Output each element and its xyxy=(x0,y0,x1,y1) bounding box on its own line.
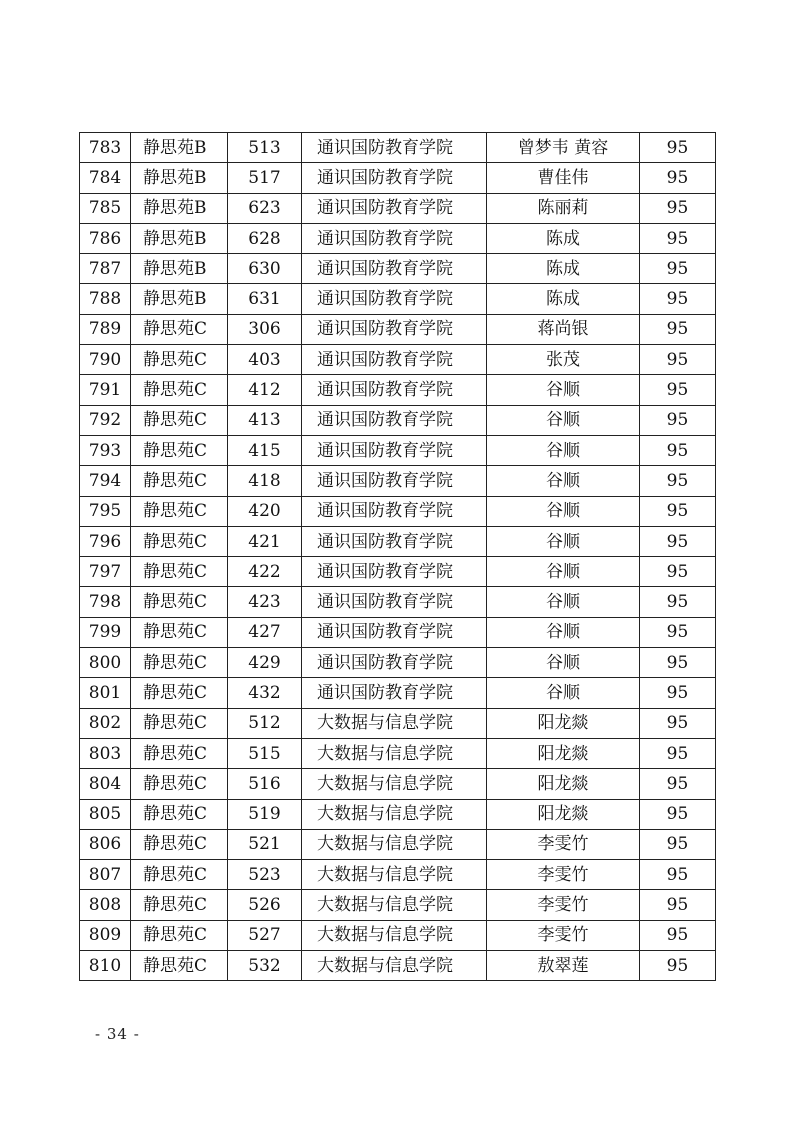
building-cell: 静思苑C xyxy=(131,405,228,435)
room-number-cell: 423 xyxy=(228,587,302,617)
room-number-cell: 527 xyxy=(228,920,302,950)
row-number-cell: 789 xyxy=(80,314,131,344)
room-number-cell: 526 xyxy=(228,890,302,920)
room-number-cell: 429 xyxy=(228,648,302,678)
building-cell: 静思苑C xyxy=(131,557,228,587)
row-number-cell: 784 xyxy=(80,163,131,193)
person-cell: 李雯竹 xyxy=(487,829,640,859)
building-cell: 静思苑C xyxy=(131,920,228,950)
building-cell: 静思苑C xyxy=(131,951,228,981)
row-number-cell: 805 xyxy=(80,799,131,829)
person-cell: 谷顺 xyxy=(487,496,640,526)
row-number-cell: 783 xyxy=(80,133,131,163)
score-cell: 95 xyxy=(640,829,716,859)
row-number-cell: 803 xyxy=(80,738,131,768)
building-cell: 静思苑C xyxy=(131,526,228,556)
person-cell: 谷顺 xyxy=(487,526,640,556)
person-cell: 阳龙燚 xyxy=(487,799,640,829)
score-cell: 95 xyxy=(640,345,716,375)
person-cell: 阳龙燚 xyxy=(487,708,640,738)
room-number-cell: 427 xyxy=(228,617,302,647)
person-cell: 曾梦韦 黄容 xyxy=(487,133,640,163)
score-cell: 95 xyxy=(640,405,716,435)
college-cell: 通识国防教育学院 xyxy=(302,375,487,405)
table-row xyxy=(80,587,716,617)
room-number-cell: 412 xyxy=(228,375,302,405)
row-number-cell: 802 xyxy=(80,708,131,738)
table-row xyxy=(80,890,716,920)
building-cell: 静思苑C xyxy=(131,890,228,920)
college-cell: 大数据与信息学院 xyxy=(302,829,487,859)
college-cell: 通识国防教育学院 xyxy=(302,617,487,647)
score-cell: 95 xyxy=(640,496,716,526)
row-number-cell: 809 xyxy=(80,920,131,950)
college-cell: 大数据与信息学院 xyxy=(302,799,487,829)
room-number-cell: 418 xyxy=(228,466,302,496)
room-number-cell: 517 xyxy=(228,163,302,193)
college-cell: 通识国防教育学院 xyxy=(302,496,487,526)
person-cell: 谷顺 xyxy=(487,435,640,465)
college-cell: 通识国防教育学院 xyxy=(302,526,487,556)
room-number-cell: 403 xyxy=(228,345,302,375)
college-cell: 通识国防教育学院 xyxy=(302,284,487,314)
college-cell: 大数据与信息学院 xyxy=(302,860,487,890)
building-cell: 静思苑C xyxy=(131,708,228,738)
college-cell: 通识国防教育学院 xyxy=(302,678,487,708)
table-row xyxy=(80,284,716,314)
table-row xyxy=(80,769,716,799)
person-cell: 谷顺 xyxy=(487,678,640,708)
college-cell: 通识国防教育学院 xyxy=(302,648,487,678)
person-cell: 谷顺 xyxy=(487,587,640,617)
row-number-cell: 795 xyxy=(80,496,131,526)
table-row xyxy=(80,345,716,375)
row-number-cell: 808 xyxy=(80,890,131,920)
row-number-cell: 804 xyxy=(80,769,131,799)
college-cell: 通识国防教育学院 xyxy=(302,223,487,253)
row-number-cell: 807 xyxy=(80,860,131,890)
building-cell: 静思苑C xyxy=(131,435,228,465)
table-row xyxy=(80,557,716,587)
score-cell: 95 xyxy=(640,163,716,193)
table-row xyxy=(80,163,716,193)
room-number-cell: 523 xyxy=(228,860,302,890)
building-cell: 静思苑C xyxy=(131,738,228,768)
table-row xyxy=(80,678,716,708)
score-cell: 95 xyxy=(640,466,716,496)
row-number-cell: 786 xyxy=(80,223,131,253)
table-row xyxy=(80,526,716,556)
building-cell: 静思苑C xyxy=(131,345,228,375)
room-number-cell: 532 xyxy=(228,951,302,981)
college-cell: 通识国防教育学院 xyxy=(302,435,487,465)
person-cell: 谷顺 xyxy=(487,617,640,647)
row-number-cell: 799 xyxy=(80,617,131,647)
room-number-cell: 420 xyxy=(228,496,302,526)
table-row xyxy=(80,375,716,405)
score-cell: 95 xyxy=(640,708,716,738)
row-number-cell: 790 xyxy=(80,345,131,375)
score-cell: 95 xyxy=(640,375,716,405)
building-cell: 静思苑B xyxy=(131,193,228,223)
person-cell: 陈丽莉 xyxy=(487,193,640,223)
table-row xyxy=(80,435,716,465)
person-cell: 蒋尚银 xyxy=(487,314,640,344)
table-row xyxy=(80,799,716,829)
room-number-cell: 413 xyxy=(228,405,302,435)
room-number-cell: 628 xyxy=(228,223,302,253)
college-cell: 大数据与信息学院 xyxy=(302,920,487,950)
score-cell: 95 xyxy=(640,314,716,344)
college-cell: 通识国防教育学院 xyxy=(302,405,487,435)
room-number-cell: 630 xyxy=(228,254,302,284)
person-cell: 张茂 xyxy=(487,345,640,375)
building-cell: 静思苑C xyxy=(131,799,228,829)
score-cell: 95 xyxy=(640,587,716,617)
table-row xyxy=(80,405,716,435)
person-cell: 谷顺 xyxy=(487,557,640,587)
row-number-cell: 798 xyxy=(80,587,131,617)
college-cell: 大数据与信息学院 xyxy=(302,951,487,981)
score-cell: 95 xyxy=(640,133,716,163)
page-number: - 34 - xyxy=(95,1025,140,1043)
person-cell: 敖翠莲 xyxy=(487,951,640,981)
table-row xyxy=(80,738,716,768)
score-cell: 95 xyxy=(640,254,716,284)
person-cell: 李雯竹 xyxy=(487,890,640,920)
table-row xyxy=(80,708,716,738)
college-cell: 通识国防教育学院 xyxy=(302,133,487,163)
room-number-cell: 422 xyxy=(228,557,302,587)
row-number-cell: 793 xyxy=(80,435,131,465)
room-number-cell: 512 xyxy=(228,708,302,738)
building-cell: 静思苑C xyxy=(131,375,228,405)
row-number-cell: 806 xyxy=(80,829,131,859)
person-cell: 曹佳伟 xyxy=(487,163,640,193)
college-cell: 通识国防教育学院 xyxy=(302,163,487,193)
score-cell: 95 xyxy=(640,284,716,314)
row-number-cell: 810 xyxy=(80,951,131,981)
building-cell: 静思苑B xyxy=(131,163,228,193)
college-cell: 通识国防教育学院 xyxy=(302,345,487,375)
score-cell: 95 xyxy=(640,860,716,890)
college-cell: 通识国防教育学院 xyxy=(302,254,487,284)
room-number-cell: 623 xyxy=(228,193,302,223)
table-row xyxy=(80,617,716,647)
room-number-cell: 415 xyxy=(228,435,302,465)
college-cell: 通识国防教育学院 xyxy=(302,557,487,587)
college-cell: 大数据与信息学院 xyxy=(302,890,487,920)
table-row xyxy=(80,314,716,344)
row-number-cell: 797 xyxy=(80,557,131,587)
person-cell: 陈成 xyxy=(487,284,640,314)
building-cell: 静思苑B xyxy=(131,284,228,314)
room-number-cell: 516 xyxy=(228,769,302,799)
person-cell: 李雯竹 xyxy=(487,860,640,890)
table-row xyxy=(80,496,716,526)
college-cell: 通识国防教育学院 xyxy=(302,314,487,344)
building-cell: 静思苑C xyxy=(131,769,228,799)
person-cell: 谷顺 xyxy=(487,648,640,678)
room-number-cell: 432 xyxy=(228,678,302,708)
room-number-cell: 306 xyxy=(228,314,302,344)
table-row xyxy=(80,223,716,253)
row-number-cell: 787 xyxy=(80,254,131,284)
college-cell: 大数据与信息学院 xyxy=(302,769,487,799)
person-cell: 阳龙燚 xyxy=(487,769,640,799)
room-number-cell: 421 xyxy=(228,526,302,556)
room-number-cell: 519 xyxy=(228,799,302,829)
building-cell: 静思苑B xyxy=(131,223,228,253)
row-number-cell: 788 xyxy=(80,284,131,314)
person-cell: 陈成 xyxy=(487,223,640,253)
table-row xyxy=(80,951,716,981)
score-cell: 95 xyxy=(640,223,716,253)
building-cell: 静思苑C xyxy=(131,678,228,708)
score-cell: 95 xyxy=(640,920,716,950)
building-cell: 静思苑C xyxy=(131,648,228,678)
building-cell: 静思苑B xyxy=(131,133,228,163)
college-cell: 通识国防教育学院 xyxy=(302,466,487,496)
score-cell: 95 xyxy=(640,193,716,223)
person-cell: 陈成 xyxy=(487,254,640,284)
table-row xyxy=(80,829,716,859)
table-row xyxy=(80,193,716,223)
building-cell: 静思苑C xyxy=(131,587,228,617)
college-cell: 通识国防教育学院 xyxy=(302,587,487,617)
room-number-cell: 631 xyxy=(228,284,302,314)
building-cell: 静思苑C xyxy=(131,617,228,647)
score-cell: 95 xyxy=(640,617,716,647)
building-cell: 静思苑B xyxy=(131,254,228,284)
person-cell: 李雯竹 xyxy=(487,920,640,950)
score-cell: 95 xyxy=(640,648,716,678)
table-row xyxy=(80,133,716,163)
person-cell: 谷顺 xyxy=(487,375,640,405)
person-cell: 谷顺 xyxy=(487,466,640,496)
table-row xyxy=(80,466,716,496)
room-number-cell: 515 xyxy=(228,738,302,768)
score-cell: 95 xyxy=(640,799,716,829)
score-cell: 95 xyxy=(640,435,716,465)
room-number-cell: 521 xyxy=(228,829,302,859)
table-body xyxy=(80,133,716,981)
person-cell: 阳龙燚 xyxy=(487,738,640,768)
score-cell: 95 xyxy=(640,951,716,981)
building-cell: 静思苑C xyxy=(131,466,228,496)
dormitory-score-table xyxy=(79,132,716,981)
building-cell: 静思苑C xyxy=(131,314,228,344)
college-cell: 通识国防教育学院 xyxy=(302,193,487,223)
score-cell: 95 xyxy=(640,738,716,768)
building-cell: 静思苑C xyxy=(131,860,228,890)
table-row xyxy=(80,648,716,678)
college-cell: 大数据与信息学院 xyxy=(302,708,487,738)
score-cell: 95 xyxy=(640,526,716,556)
room-number-cell: 513 xyxy=(228,133,302,163)
row-number-cell: 801 xyxy=(80,678,131,708)
person-cell: 谷顺 xyxy=(487,405,640,435)
table-row xyxy=(80,860,716,890)
score-cell: 95 xyxy=(640,557,716,587)
table-row xyxy=(80,920,716,950)
score-cell: 95 xyxy=(640,678,716,708)
row-number-cell: 792 xyxy=(80,405,131,435)
score-cell: 95 xyxy=(640,769,716,799)
row-number-cell: 791 xyxy=(80,375,131,405)
college-cell: 大数据与信息学院 xyxy=(302,738,487,768)
score-cell: 95 xyxy=(640,890,716,920)
row-number-cell: 796 xyxy=(80,526,131,556)
row-number-cell: 800 xyxy=(80,648,131,678)
building-cell: 静思苑C xyxy=(131,829,228,859)
table-row xyxy=(80,254,716,284)
building-cell: 静思苑C xyxy=(131,496,228,526)
row-number-cell: 785 xyxy=(80,193,131,223)
row-number-cell: 794 xyxy=(80,466,131,496)
